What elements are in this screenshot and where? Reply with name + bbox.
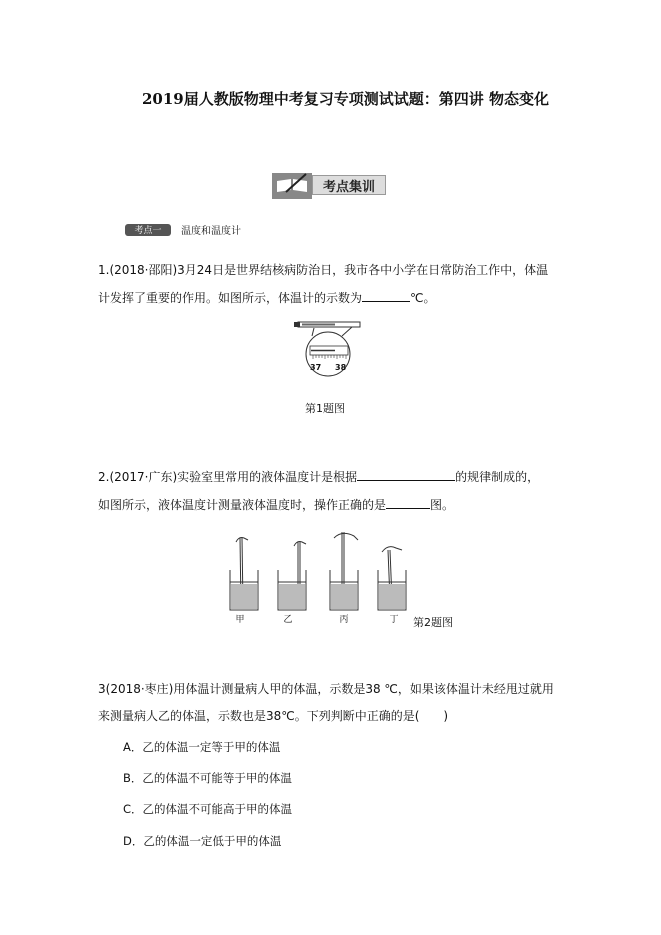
page-title: 2019届人教版物理中考复习专项测试试题：第四讲 物态变化 [142,90,549,108]
q3-line2: 来测量病人乙的体温，示数也是38℃。下列判断中正确的是( ) [98,709,449,723]
q2-answer-blank-1 [357,468,455,481]
q3-line1: 3(2018·枣庄)用体温计测量病人甲的体温，示数是38 ℃，如果该体温计未经甩过就用 [98,682,554,696]
q2-line1-a: 2.(2017·广东)实验室里常用的液体温度计是根据 [98,470,358,484]
q2-line1-b: 的规律制成的， [455,470,540,484]
q2-answer-blank-2 [386,496,430,509]
q1-line2-b: ℃。 [410,291,436,305]
q2-line2 [98,496,454,513]
section-heading [125,222,241,237]
q1-line2 [98,289,436,306]
q3-option-d: D．乙的体温一定低于甲的体温 [123,834,282,848]
beakers-figure [222,528,422,626]
q3-option-b: B．乙的体温不可能等于甲的体温 [123,771,292,785]
scale-label-37: 37 [310,363,322,372]
q2-line1 [98,468,539,485]
q2-line2-b: 图。 [430,498,455,512]
q1-line2-a: 计发挥了重要的作用。如图所示，体温计的示数为 [98,291,363,305]
q2-caption: 第2题图 [413,616,453,629]
scale-label-38: 38 [335,363,347,372]
q1-answer-blank [362,289,410,302]
beaker-label-jia: 甲 [235,615,245,625]
q3-option-c: C．乙的体温不可能高于甲的体温 [123,802,293,816]
q3-option-a: A．乙的体温一定等于甲的体温 [123,740,281,754]
section-title: 温度和温度计 [181,226,241,237]
section-tag: 考点一 [125,224,171,236]
q2-line2-a: 如图所示，液体温度计测量液体温度时，操作正确的是 [98,498,387,512]
q1-caption: 第1题图 [305,402,345,415]
q1-line1: 1.(2018·邵阳)3月24日是世界结核病防治日，我市各中小学在日常防治工作中，体温 [98,263,549,277]
beaker-label-yi: 乙 [283,615,293,625]
banner-label: 考点集训 [312,175,386,195]
thermometer-figure [290,318,365,380]
section-banner [272,170,386,200]
book-pen-icon [272,170,312,200]
beaker-label-bing: 丙 [339,615,349,625]
beaker-label-ding: 丁 [389,615,399,625]
